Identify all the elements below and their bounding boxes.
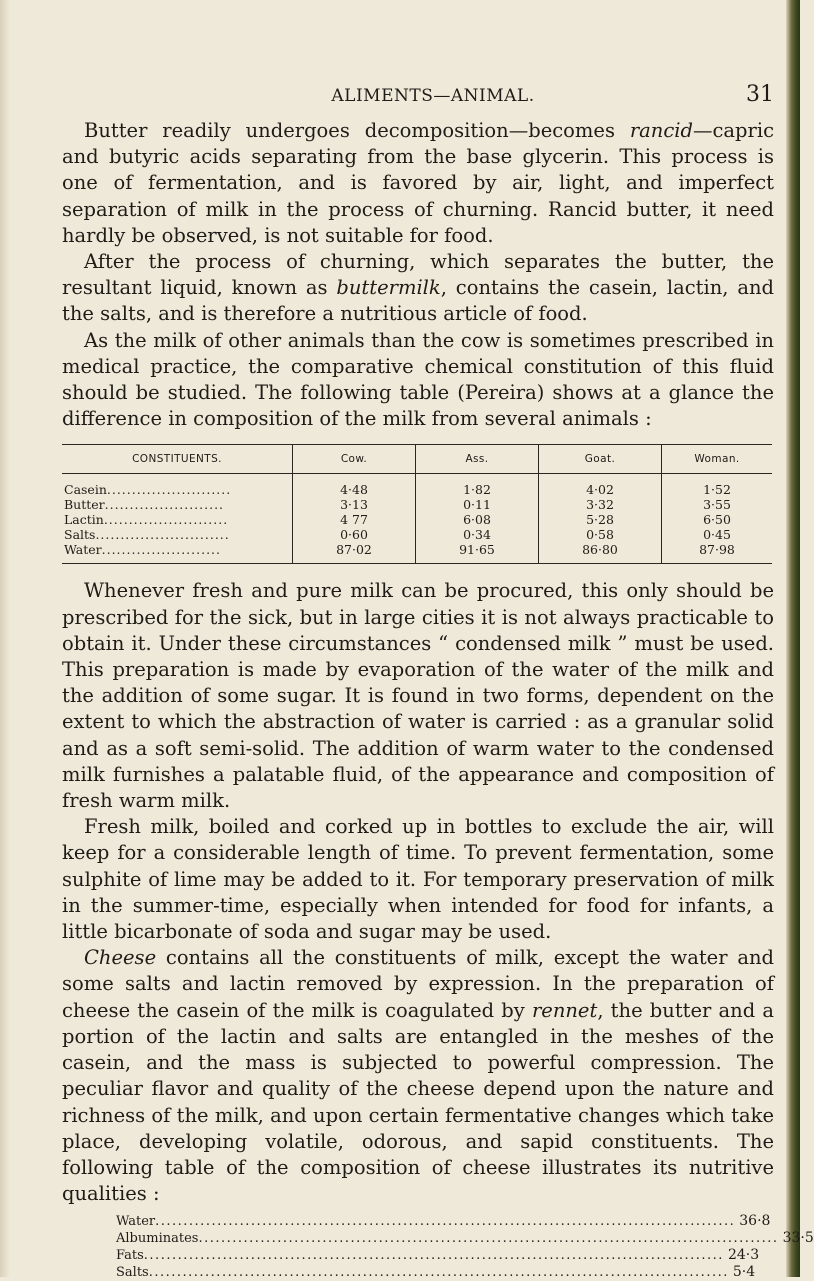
paragraph-cheese <box>62 945 774 1207</box>
dot-leader: ....................................................................................................... <box>198 1231 779 1247</box>
page-number: 31 <box>746 82 774 107</box>
table-cell: 4·48 <box>293 474 416 498</box>
table-row <box>62 497 772 512</box>
book-binding-edge <box>786 0 800 1277</box>
table-cell: 0·11 <box>416 497 539 512</box>
table-cell: 1·52 <box>662 474 773 498</box>
table-cell: 4 77 <box>293 512 416 527</box>
cheese-composition-table <box>116 1213 814 1281</box>
table-row <box>62 474 772 498</box>
table-header-cell: Woman. <box>662 445 773 474</box>
table-cell: 86·80 <box>539 542 662 564</box>
row-label-text: Butter <box>64 497 105 513</box>
table-cell: 6·50 <box>662 512 773 527</box>
chapter-title: ALIMENTS—ANIMAL. <box>331 86 535 106</box>
row-label-text: Salts <box>64 527 96 543</box>
text-run: Butter readily undergoes decomposition—becomes <box>84 119 630 142</box>
text-run: , the butter and a portion of the lactin and salts are entangled in the meshes of the casein, and the mass is subjected to powerful compression. The peculiar flavor and quality of the cheese depend upon the nature and richness of the milk, and upon certain fermentative changes which take place, developing volatile, odorous, and sapid constituents. The following table of the composition of cheese illustrates its nutritive qualities : <box>62 998 775 1206</box>
row-label-text: Casein <box>64 482 107 498</box>
paragraph-milk-preservation: Fresh milk, boiled and corked up in bottles to exclude the air, will keep for a considerable length of time. To prevent fermentation, some sulphite of lime may be added to it. For temporary preservation of milk in the summer-time, especially when intended for food for infants, a little bicarbonate of soda and sugar may be used. <box>62 815 774 944</box>
paragraph-butter-rancid <box>62 118 774 249</box>
table-row <box>62 542 772 564</box>
table-cell: 6·08 <box>416 512 539 527</box>
table-cell: 5·28 <box>539 512 662 527</box>
row-label: Albuminates <box>116 1231 199 1247</box>
table-cell: 0·60 <box>293 527 416 542</box>
text-run: —capric and butyric acids separating from the base glycerin. This process is one of fermentation, and is favored by air, light, and imperfect separation of milk in the process of churning. Rancid butter, it need hardly be observed, is not suitable for food. <box>62 119 774 247</box>
row-label: Salts <box>116 1265 149 1281</box>
table-header-cell: Ass. <box>416 445 539 474</box>
row-label: Butter........................ <box>64 497 225 513</box>
table-cell: 1·82 <box>416 474 539 498</box>
table-row <box>62 527 772 542</box>
table-cell: 3·32 <box>539 497 662 512</box>
table-cell: 4·02 <box>539 474 662 498</box>
running-head <box>62 82 774 112</box>
table-row <box>116 1213 771 1230</box>
row-label: Water........................ <box>62 542 293 564</box>
row-value: 33·5 <box>782 1230 814 1247</box>
table-row <box>116 1247 760 1264</box>
row-label-text: Lactin <box>64 512 104 528</box>
page-shadow <box>0 0 10 1277</box>
italic-term: buttermilk <box>336 276 441 300</box>
paragraph-condensed-milk: Whenever fresh and pure milk can be procured, this only should be prescribed for the sick, but in large cities it is not always practicable to obtain it. Under these circumstances “ condensed milk ” must be used. This preparation is made by evaporation of the water of the milk and the addition of some sugar. It is found in two forms, dependent on the extent to which the abstraction of water is carried : as a granular solid and as a soft semi-solid. The addition of warm water to the condensed milk furnishes a palatable fluid, of the appearance and composition of fresh warm milk. <box>62 579 774 813</box>
text-run: , contains the casein, lactin, and the salts, and is therefore a nutritious article of food. <box>62 276 774 326</box>
book-page <box>62 82 814 1281</box>
table-cell: 0·58 <box>539 527 662 542</box>
table-header-cell: Goat. <box>539 445 662 474</box>
table-row <box>116 1230 814 1247</box>
row-label: Water <box>116 1214 156 1230</box>
italic-term: rennet <box>531 998 598 1022</box>
row-label: Casein......................... <box>64 482 232 498</box>
dot-leader: ....................................................................................................... <box>143 1248 724 1264</box>
text-run: After the process of churning, which separates the butter, the resultant liquid, known as <box>62 250 774 300</box>
row-label: Salts........................... <box>64 527 230 543</box>
dot-leader: ....................................................................................................... <box>155 1214 736 1230</box>
table-cell: 87·02 <box>293 542 416 564</box>
row-label: Lactin......................... <box>64 512 229 528</box>
row-label-text: Water <box>64 542 102 558</box>
italic-term: rancid <box>629 119 693 142</box>
table-cell: 0·45 <box>662 527 773 542</box>
text-run: contains all the constituents of milk, except the water and some salts and lactin removed by expression. In the preparation of cheese the casein of the milk is coagulated by <box>62 946 774 1022</box>
table-row <box>116 1264 756 1281</box>
row-value: 36·8 <box>739 1213 771 1230</box>
table-cell: 3·13 <box>293 497 416 512</box>
table-header-cell: Cow. <box>293 445 416 474</box>
table-row <box>62 512 772 527</box>
row-value: 24·3 <box>727 1247 760 1264</box>
row-label: Fats <box>116 1248 144 1264</box>
italic-term: Cheese <box>84 946 157 970</box>
milk-composition-table <box>62 444 772 564</box>
table-cell: 87·98 <box>662 542 773 564</box>
dot-leader: ....................................................................................................... <box>148 1265 729 1281</box>
row-value: 5·4 <box>732 1264 756 1281</box>
table-cell: 0·34 <box>416 527 539 542</box>
table-cell: 3·55 <box>662 497 773 512</box>
paragraph-milk-comparison: As the milk of other animals than the cow is sometimes prescribed in medical practice, the comparative chemical constitution of this fluid should be studied. The following table (Pereira) shows at a glance the difference in composition of the milk from several animals : <box>62 328 774 431</box>
table-header-row <box>62 445 772 474</box>
table-header-cell: CONSTITUENTS. <box>62 445 293 474</box>
paragraph-buttermilk <box>62 249 774 328</box>
table-cell: 91·65 <box>416 542 539 564</box>
